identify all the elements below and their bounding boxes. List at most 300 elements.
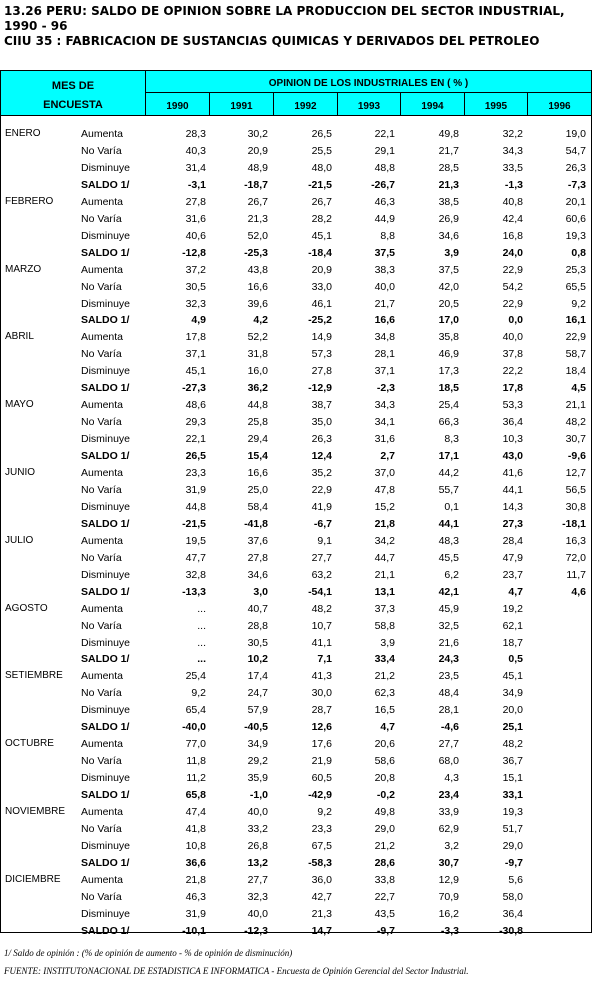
- table-row: [1, 331, 591, 348]
- value-cell: 25,0: [247, 483, 268, 496]
- value-cell: 26,3: [565, 161, 586, 174]
- value-cell: 26,3: [311, 433, 332, 446]
- value-cell: 28,7: [311, 704, 332, 717]
- table-row: [1, 145, 591, 162]
- table-row: [1, 196, 591, 213]
- value-cell: 31,6: [374, 433, 395, 446]
- value-cell: 37,3: [374, 602, 395, 615]
- table-row: [1, 687, 591, 704]
- row-label: Aumenta: [81, 806, 124, 818]
- value-cell: 34,6: [247, 568, 268, 581]
- value-cell: -1,0: [249, 789, 268, 802]
- value-cell: 40,0: [374, 280, 395, 293]
- row-label: No Varía: [81, 687, 122, 700]
- value-cell: 65,5: [565, 280, 586, 293]
- value-cell: 34,6: [438, 229, 459, 242]
- value-cell: -6,7: [313, 517, 332, 530]
- value-cell: 9,2: [317, 806, 332, 818]
- value-cell: 21,7: [374, 297, 395, 310]
- row-label: Aumenta: [81, 670, 124, 683]
- value-cell: 40,0: [247, 907, 268, 920]
- saldo-row: [1, 721, 591, 738]
- saldo-row: [1, 586, 591, 603]
- row-label: SALDO 1/: [81, 856, 130, 869]
- value-cell: -25,3: [244, 246, 268, 259]
- table-row: [1, 230, 591, 247]
- value-cell: 35,9: [247, 772, 268, 785]
- value-cell: 46,1: [311, 297, 332, 310]
- table-row: [1, 569, 591, 586]
- value-cell: 13,2: [247, 856, 268, 869]
- value-cell: 35,0: [311, 416, 332, 429]
- value-cell: 16,8: [502, 229, 523, 242]
- table-row: [1, 806, 591, 823]
- value-cell: 33,8: [374, 873, 395, 886]
- row-label: No Varía: [81, 416, 122, 429]
- value-cell: 62,1: [502, 619, 523, 632]
- row-label: SALDO 1/: [81, 178, 130, 191]
- value-cell: 0,0: [508, 314, 523, 327]
- header-year-1994: 1994: [401, 93, 465, 115]
- value-cell: 25,5: [311, 144, 332, 157]
- value-cell: 44,1: [438, 517, 459, 530]
- value-cell: 15,4: [247, 450, 268, 463]
- row-label: Disminuye: [81, 772, 131, 785]
- value-cell: 9,1: [317, 534, 332, 547]
- value-cell: 21,8: [374, 517, 395, 530]
- value-cell: 46,3: [185, 890, 206, 903]
- value-cell: 42,7: [311, 890, 332, 903]
- value-cell: 43,5: [374, 907, 395, 920]
- value-cell: 23,3: [311, 822, 332, 835]
- value-cell: 23,7: [502, 568, 523, 581]
- value-cell: -12,9: [308, 382, 332, 395]
- value-cell: 65,8: [185, 789, 206, 802]
- value-cell: 33,9: [438, 806, 459, 818]
- value-cell: 41,8: [185, 822, 206, 835]
- value-cell: 58,0: [502, 890, 523, 903]
- value-cell: 34,3: [374, 399, 395, 412]
- value-cell: 45,1: [185, 365, 206, 378]
- value-cell: 20,1: [565, 195, 586, 208]
- value-cell: 22,7: [374, 890, 395, 903]
- value-cell: 43,8: [247, 263, 268, 276]
- month-label: NOVIEMBRE: [5, 806, 66, 817]
- value-cell: 31,9: [185, 483, 206, 496]
- value-cell: 37,0: [374, 467, 395, 479]
- header-year-1991: 1991: [210, 93, 274, 115]
- value-cell: 31,9: [185, 907, 206, 920]
- row-label: Aumenta: [81, 331, 124, 344]
- value-cell: 36,4: [502, 907, 523, 920]
- row-label: No Varía: [81, 348, 122, 361]
- value-cell: 20,0: [502, 704, 523, 717]
- table-row: [1, 501, 591, 518]
- value-cell: -27,3: [182, 382, 206, 395]
- value-cell: 23,3: [185, 467, 206, 479]
- value-cell: 40,7: [247, 602, 268, 615]
- value-cell: 16,0: [247, 365, 268, 378]
- month-label: DICIEMBRE: [5, 873, 61, 885]
- value-cell: 26,5: [185, 450, 206, 463]
- value-cell: 38,5: [438, 195, 459, 208]
- value-cell: 4,2: [253, 314, 268, 327]
- header-encuesta-label: ENCUESTA: [43, 99, 103, 111]
- value-cell: 37,5: [374, 246, 395, 259]
- row-label: Disminuye: [81, 500, 131, 513]
- value-cell: 33,0: [311, 280, 332, 293]
- value-cell: 40,0: [502, 331, 523, 344]
- value-cell: 67,5: [311, 839, 332, 852]
- value-cell: ...: [197, 653, 206, 666]
- value-cell: 28,8: [247, 619, 268, 632]
- value-cell: 25,3: [565, 263, 586, 276]
- table-row: [1, 535, 591, 552]
- value-cell: 12,6: [311, 721, 332, 734]
- value-cell: 44,8: [247, 399, 268, 412]
- row-label: Aumenta: [81, 534, 124, 547]
- value-cell: -13,3: [182, 585, 206, 598]
- value-cell: 19,0: [565, 128, 586, 140]
- value-cell: 32,2: [502, 128, 523, 140]
- value-cell: 37,5: [438, 263, 459, 276]
- title-line-2: 1990 - 96: [4, 19, 68, 33]
- value-cell: 58,6: [374, 755, 395, 768]
- row-label: Disminuye: [81, 229, 131, 242]
- value-cell: 13,1: [374, 585, 395, 598]
- value-cell: 0,8: [571, 246, 586, 259]
- value-cell: 32,8: [185, 568, 206, 581]
- row-label: No Varía: [81, 483, 122, 496]
- value-cell: 16,6: [374, 314, 395, 327]
- value-cell: 28,4: [502, 534, 523, 547]
- page-title: [4, 4, 589, 49]
- value-cell: ...: [197, 619, 206, 632]
- value-cell: 21,2: [374, 670, 395, 683]
- value-cell: 21,1: [374, 568, 395, 581]
- month-label: JULIO: [5, 534, 34, 546]
- value-cell: 16,5: [374, 704, 395, 717]
- value-cell: 21,3: [247, 212, 268, 225]
- value-cell: 12,7: [565, 467, 586, 479]
- value-cell: 30,7: [438, 856, 459, 869]
- value-cell: 31,6: [185, 212, 206, 225]
- value-cell: -10,1: [182, 924, 206, 937]
- value-cell: -2,3: [376, 382, 395, 395]
- value-cell: 5,6: [508, 873, 523, 886]
- table-row: [1, 162, 591, 179]
- table-row: [1, 772, 591, 789]
- table-row: [1, 467, 591, 484]
- value-cell: 36,7: [502, 755, 523, 768]
- value-cell: 14,7: [311, 924, 332, 937]
- row-label: Aumenta: [81, 738, 124, 751]
- saldo-row: [1, 450, 591, 467]
- value-cell: 37,8: [502, 348, 523, 361]
- value-cell: 17,8: [502, 382, 523, 395]
- table-row: [1, 738, 591, 755]
- value-cell: 49,8: [374, 806, 395, 818]
- value-cell: 68,0: [438, 755, 459, 768]
- table-row: [1, 484, 591, 501]
- month-label: MAYO: [5, 399, 34, 411]
- value-cell: 20,5: [438, 297, 459, 310]
- row-label: SALDO 1/: [81, 721, 130, 734]
- value-cell: 62,9: [438, 822, 459, 835]
- value-cell: -3,3: [440, 924, 459, 937]
- value-cell: 33,2: [247, 822, 268, 835]
- value-cell: 60,6: [565, 212, 586, 225]
- value-cell: 11,8: [186, 755, 206, 768]
- table-row: [1, 755, 591, 772]
- value-cell: 21,1: [565, 399, 586, 412]
- value-cell: 25,8: [247, 416, 268, 429]
- row-label: SALDO 1/: [81, 789, 130, 802]
- value-cell: 18,5: [438, 382, 459, 395]
- row-label: Disminuye: [81, 433, 131, 446]
- value-cell: 19,2: [502, 602, 523, 615]
- value-cell: 48,8: [374, 161, 395, 174]
- value-cell: 40,0: [247, 806, 268, 818]
- value-cell: 33,5: [502, 161, 523, 174]
- value-cell: 41,6: [502, 467, 523, 479]
- value-cell: 0,1: [444, 500, 459, 513]
- value-cell: 44,9: [374, 212, 395, 225]
- value-cell: 29,1: [374, 144, 395, 157]
- saldo-row: [1, 857, 591, 874]
- value-cell: 42,4: [502, 212, 523, 225]
- value-cell: -40,5: [244, 721, 268, 734]
- value-cell: 28,6: [374, 856, 395, 869]
- value-cell: 23,4: [438, 789, 459, 802]
- value-cell: 40,6: [185, 229, 206, 242]
- value-cell: 15,2: [374, 500, 395, 513]
- value-cell: 6,2: [444, 568, 459, 581]
- value-cell: 47,4: [185, 806, 206, 818]
- value-cell: 16,3: [565, 534, 586, 547]
- header-year-1995: 1995: [465, 93, 528, 115]
- value-cell: -18,7: [244, 178, 268, 191]
- value-cell: 58,8: [374, 619, 395, 632]
- value-cell: 27,8: [247, 551, 268, 564]
- value-cell: 4,3: [444, 772, 459, 785]
- month-label: AGOSTO: [5, 602, 48, 614]
- value-cell: 44,8: [185, 500, 206, 513]
- value-cell: 33,4: [374, 653, 395, 666]
- row-label: Disminuye: [81, 907, 131, 920]
- value-cell: 14,3: [502, 500, 523, 513]
- row-label: SALDO 1/: [81, 653, 130, 666]
- value-cell: 15,1: [502, 772, 523, 785]
- value-cell: 12,4: [311, 450, 332, 463]
- row-label: SALDO 1/: [81, 450, 130, 463]
- value-cell: -21,5: [182, 517, 206, 530]
- value-cell: 45,9: [438, 602, 459, 615]
- value-cell: 26,9: [438, 212, 459, 225]
- value-cell: 39,6: [247, 297, 268, 310]
- value-cell: 43,0: [502, 450, 523, 463]
- row-label: Disminuye: [81, 839, 131, 852]
- row-label: SALDO 1/: [81, 314, 130, 327]
- row-label: SALDO 1/: [81, 924, 130, 937]
- value-cell: 2,7: [380, 450, 395, 463]
- value-cell: 11,2: [186, 772, 206, 785]
- row-label: SALDO 1/: [81, 246, 130, 259]
- header-year-1990: 1990: [146, 93, 210, 115]
- value-cell: 8,3: [444, 433, 459, 446]
- value-cell: 3,9: [444, 246, 459, 259]
- value-cell: 21,6: [438, 636, 459, 649]
- table-row: [1, 704, 591, 721]
- value-cell: 31,8: [247, 348, 268, 361]
- value-cell: 28,3: [185, 128, 206, 140]
- value-cell: 28,2: [311, 212, 332, 225]
- value-cell: -26,7: [371, 178, 395, 191]
- value-cell: -54,1: [308, 585, 332, 598]
- value-cell: 52,2: [247, 331, 268, 344]
- row-label: No Varía: [81, 755, 122, 768]
- value-cell: 65,4: [185, 704, 206, 717]
- value-cell: -9,6: [567, 450, 586, 463]
- value-cell: 29,3: [185, 416, 206, 429]
- value-cell: 60,5: [311, 772, 332, 785]
- value-cell: 9,2: [191, 687, 206, 700]
- value-cell: 34,2: [374, 534, 395, 547]
- table-body: [1, 116, 591, 937]
- saldo-row: [1, 179, 591, 196]
- row-label: SALDO 1/: [81, 585, 130, 598]
- value-cell: 41,1: [311, 636, 332, 649]
- value-cell: 45,1: [502, 670, 523, 683]
- value-cell: 40,8: [502, 195, 523, 208]
- value-cell: 21,7: [438, 144, 459, 157]
- row-label: No Varía: [81, 890, 122, 903]
- value-cell: -12,8: [182, 246, 206, 259]
- row-label: Disminuye: [81, 161, 131, 174]
- value-cell: 24,7: [247, 687, 268, 700]
- table-row: [1, 365, 591, 382]
- row-label: Aumenta: [81, 128, 124, 140]
- row-label: No Varía: [81, 212, 122, 225]
- header-mes-label: MES DE: [51, 80, 95, 92]
- value-cell: -40,0: [182, 721, 206, 734]
- header-mes-encuesta: [1, 71, 146, 115]
- value-cell: 42,0: [438, 280, 459, 293]
- value-cell: 19,3: [565, 229, 586, 242]
- value-cell: 29,0: [374, 822, 395, 835]
- value-cell: 32,3: [247, 890, 268, 903]
- table-row: [1, 670, 591, 687]
- value-cell: 27,3: [502, 517, 523, 530]
- value-cell: 16,1: [565, 314, 586, 327]
- value-cell: 54,2: [502, 280, 523, 293]
- value-cell: 18,4: [565, 365, 586, 378]
- month-label: OCTUBRE: [5, 738, 54, 750]
- row-label: Aumenta: [81, 602, 124, 615]
- value-cell: 55,7: [438, 483, 459, 496]
- month-label: JUNIO: [5, 467, 35, 478]
- value-cell: 21,2: [374, 839, 395, 852]
- value-cell: 17,1: [438, 450, 459, 463]
- value-cell: -21,5: [308, 178, 332, 191]
- value-cell: 16,6: [247, 280, 268, 293]
- value-cell: 58,4: [247, 500, 268, 513]
- value-cell: 23,5: [438, 670, 459, 683]
- value-cell: 0,5: [508, 653, 523, 666]
- value-cell: -42,9: [308, 789, 332, 802]
- row-label: Aumenta: [81, 195, 124, 208]
- footnote-saldo: 1/ Saldo de opinión : (% de opinión de aumento - % de opinión de disminución): [4, 948, 293, 958]
- row-label: Aumenta: [81, 467, 124, 479]
- value-cell: -7,3: [567, 178, 586, 191]
- value-cell: 20,8: [374, 772, 395, 785]
- table-row: [1, 874, 591, 891]
- value-cell: 25,4: [438, 399, 459, 412]
- value-cell: 38,7: [311, 399, 332, 412]
- value-cell: ...: [197, 636, 206, 649]
- value-cell: 48,3: [438, 534, 459, 547]
- value-cell: 44,7: [374, 551, 395, 564]
- value-cell: 3,2: [444, 839, 459, 852]
- value-cell: 34,9: [247, 738, 268, 751]
- value-cell: 17,4: [247, 670, 268, 683]
- value-cell: 38,3: [374, 263, 395, 276]
- value-cell: 37,2: [185, 263, 206, 276]
- value-cell: 4,5: [571, 382, 586, 395]
- value-cell: 34,3: [502, 144, 523, 157]
- value-cell: 30,2: [247, 128, 268, 140]
- value-cell: 77,0: [185, 738, 206, 751]
- value-cell: 62,3: [374, 687, 395, 700]
- title-line-1: 13.26 PERU: SALDO DE OPINION SOBRE LA PRODUCCION DEL SECTOR INDUSTRIAL,: [4, 4, 565, 18]
- value-cell: 32,5: [438, 619, 459, 632]
- value-cell: 25,1: [502, 721, 523, 734]
- value-cell: 17,8: [185, 331, 206, 344]
- value-cell: 10,8: [185, 839, 206, 852]
- row-label: Disminuye: [81, 297, 131, 310]
- value-cell: ...: [197, 602, 206, 615]
- month-label: ABRIL: [5, 331, 34, 343]
- row-label: Aumenta: [81, 399, 124, 412]
- table-row: [1, 552, 591, 569]
- value-cell: 22,9: [502, 263, 523, 276]
- value-cell: 26,7: [247, 195, 268, 208]
- value-cell: 58,7: [565, 348, 586, 361]
- value-cell: 34,1: [374, 416, 395, 429]
- value-cell: -25,2: [308, 314, 332, 327]
- value-cell: 21,8: [185, 873, 206, 886]
- value-cell: 48,0: [311, 161, 332, 174]
- header-year-1992: 1992: [274, 93, 338, 115]
- value-cell: 37,1: [374, 365, 395, 378]
- value-cell: 21,3: [311, 907, 332, 920]
- table-row: [1, 416, 591, 433]
- saldo-row: [1, 247, 591, 264]
- value-cell: -30,8: [499, 924, 523, 937]
- value-cell: 21,9: [311, 755, 332, 768]
- value-cell: 28,5: [438, 161, 459, 174]
- table-row: [1, 891, 591, 908]
- table-row: [1, 128, 591, 145]
- row-label: SALDO 1/: [81, 382, 130, 395]
- value-cell: 9,2: [571, 297, 586, 310]
- value-cell: 44,1: [502, 483, 523, 496]
- table-row: [1, 348, 591, 365]
- value-cell: 16,2: [438, 907, 459, 920]
- row-label: Aumenta: [81, 263, 124, 276]
- value-cell: 22,2: [502, 365, 523, 378]
- value-cell: 27,7: [247, 873, 268, 886]
